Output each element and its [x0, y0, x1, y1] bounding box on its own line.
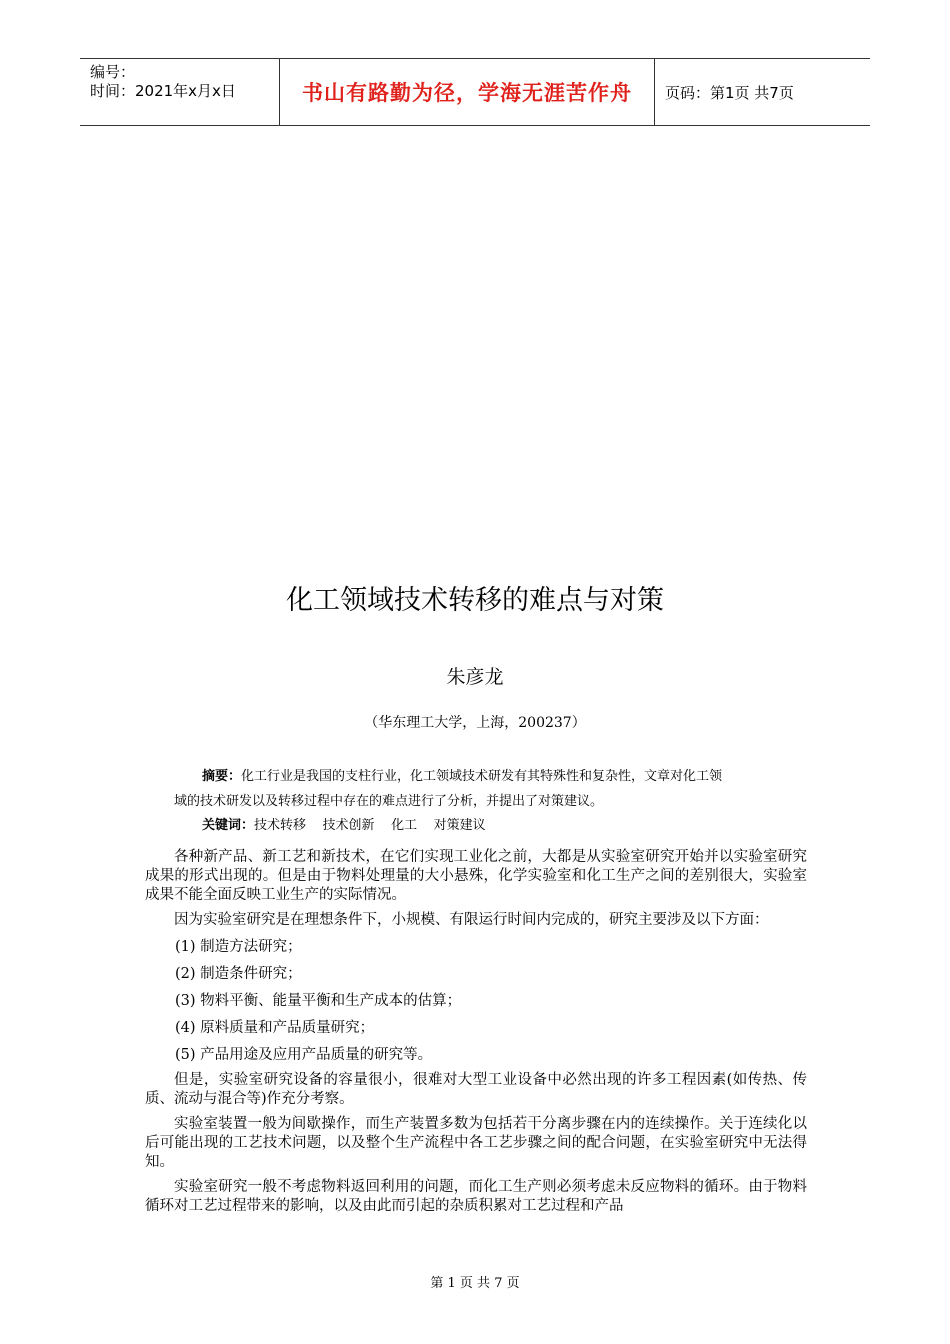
- abstract-text-2: 域的技术研发以及转移过程中存在的难点进行了分析，并提出了对策建议。: [174, 794, 604, 809]
- list-item: (2) 制造条件研究；: [175, 966, 302, 982]
- page-header: [80, 58, 870, 126]
- body-paragraph: 实验室装置一般为间歇操作，而生产装置多数为包括若干分离步骤在内的连续操作。关于连续化以后可能出现的工艺技术问题，以及整个生产流程中各工艺步骤之间的配合问题，在实验室研究中无法得知。: [145, 1116, 807, 1170]
- keywords-label: 关键词：: [202, 818, 255, 833]
- body-paragraph: 实验室研究一般不考虑物料返回利用的问题，而化工生产则必须考虑未反应物料的循环。由于物料循环对工艺过程带来的影响，以及由此而引起的杂质积累对工艺过程和产品: [145, 1179, 807, 1214]
- header-page-info: 页码：第1页 共7页: [665, 83, 794, 102]
- document-number-label: 编号：: [90, 63, 136, 81]
- abstract-line: [174, 764, 814, 789]
- article-body: [145, 848, 807, 1222]
- header-motto: 书山有路勤为径，学海无涯苦作舟: [280, 59, 655, 125]
- abstract: [174, 764, 814, 814]
- body-paragraph: 各种新产品、新工艺和新技术，在它们实现工业化之前，大都是从实验室研究开始并以实验室研究成果的形式出现的。但是由于物料处理量的大小悬殊，化学实验室和化工生产之间的差别很大，实验室成果不能全面反映工业生产的实际情况。: [145, 849, 807, 903]
- body-paragraph: 因为实验室研究是在理想条件下，小规模、有限运行时间内完成的，研究主要涉及以下方面：: [174, 912, 769, 928]
- article-title: 化工领域技术转移的难点与对策: [286, 585, 664, 616]
- abstract-label: 摘要：: [202, 769, 242, 784]
- article-author: 朱彦龙: [446, 666, 504, 688]
- article-affiliation: （华东理工大学，上海，200237）: [364, 715, 586, 731]
- page-footer: 第 1 页 共 7 页: [430, 1276, 520, 1291]
- document-time-label: 时间：2021年x月x日: [90, 82, 236, 100]
- abstract-text-1: 化工行业是我国的支柱行业，化工领域技术研发有其特殊性和复杂性，文章对化工领: [241, 769, 723, 784]
- keywords-text: 技术转移 技术创新 化工 对策建议: [254, 818, 486, 833]
- list-item: (4) 原料质量和产品质量研究；: [175, 1020, 375, 1036]
- list-item: (1) 制造方法研究；: [175, 939, 302, 955]
- keywords: [202, 814, 486, 833]
- body-paragraph: 但是，实验室研究设备的容量很小，很难对大型工业设备中必然出现的许多工程因素(如传热、传质、流动与混合等)作充分考察。: [145, 1072, 807, 1107]
- list-item: (5) 产品用途及应用产品质量的研究等。: [175, 1047, 433, 1063]
- header-meta: [80, 59, 280, 125]
- list-item: (3) 物料平衡、能量平衡和生产成本的估算；: [175, 993, 462, 1009]
